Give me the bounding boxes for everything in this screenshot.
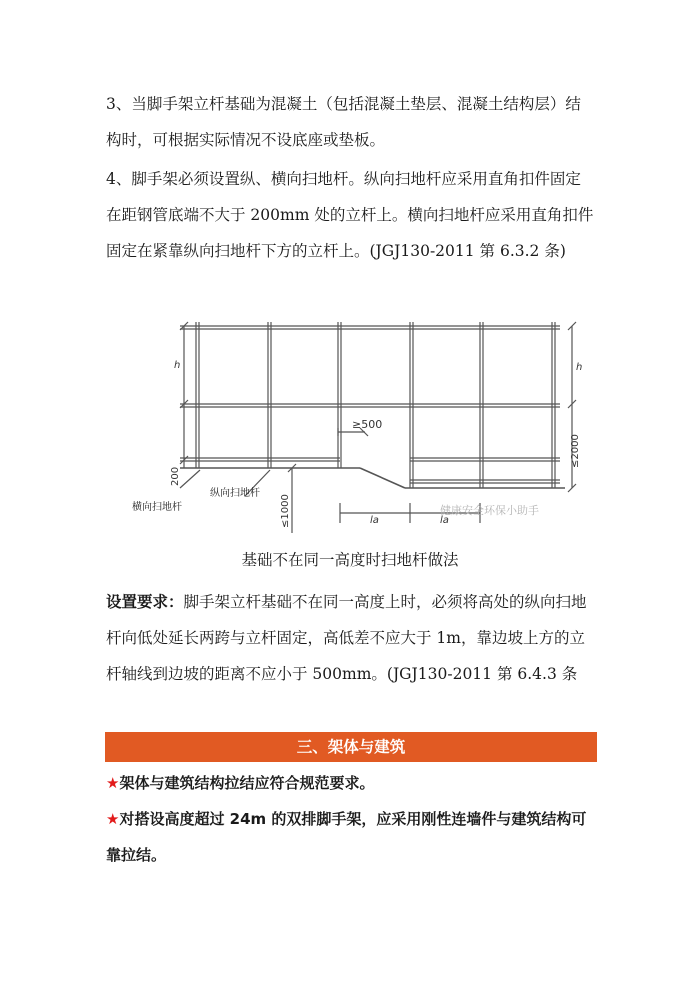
bullet-text: 对搭设高度超过 24m 的双排脚手架，应采用刚性连墙件与建筑结构可靠拉结。 [106, 810, 587, 864]
dim-200-label: 200 [170, 466, 181, 486]
requirement-paragraph [106, 584, 596, 692]
requirement-label: 设置要求： [106, 593, 184, 611]
bullet-item-1 [106, 765, 598, 801]
h-label-top: h [174, 360, 181, 371]
bullet-text: 架体与建筑结构拉结应符合规范要求。 [119, 774, 375, 792]
h-label-right: h [576, 362, 583, 373]
le2000-label: ≤2000 [570, 434, 581, 468]
longitudinal-sweep-pole-label: 纵向扫地杆 [210, 488, 260, 499]
transverse-sweep-pole-label: 横向扫地杆 [132, 502, 182, 513]
paragraph-3: 3、当脚手架立杆基础为混凝土（包括混凝土垫层、混凝土结构层）结构时，可根据实际情况不设底座或垫板。 [106, 95, 581, 149]
scaffold-sweep-pole-diagram [120, 318, 590, 533]
le1000-label: ≤1000 [280, 494, 291, 528]
watermark-text: 健康安全环保小助手 [440, 504, 539, 517]
star-icon: ★ [106, 774, 120, 792]
la-label-2: la [440, 515, 449, 526]
section-banner: 三、架体与建筑 [105, 732, 597, 762]
star-icon: ★ [106, 810, 120, 828]
requirement-text: 脚手架立杆基础不在同一高度上时，必须将高处的纵向扫地杆向低处延长两跨与立杆固定，高低差不应大于 1m，靠边坡上方的立杆轴线到边坡的距离不应小于 500mm。(JGJ130-2011 第 6.4.3 条 [106, 593, 587, 683]
figure-caption: 基础不在同一高度时扫地杆做法 [241, 551, 459, 569]
ge500-label: ≥500 [352, 418, 383, 431]
paragraph-4: 4、脚手架必须设置纵、横向扫地杆。纵向扫地杆应采用直角扣件固定在距钢管底端不大于 200mm 处的立杆上。横向扫地杆应采用直角扣件固定在紧靠纵向扫地杆下方的立杆上。(JGJ130-2011 第 6.3.2 条) [106, 170, 594, 260]
bullet-item-2 [106, 801, 598, 873]
la-label-1: la [370, 515, 379, 526]
